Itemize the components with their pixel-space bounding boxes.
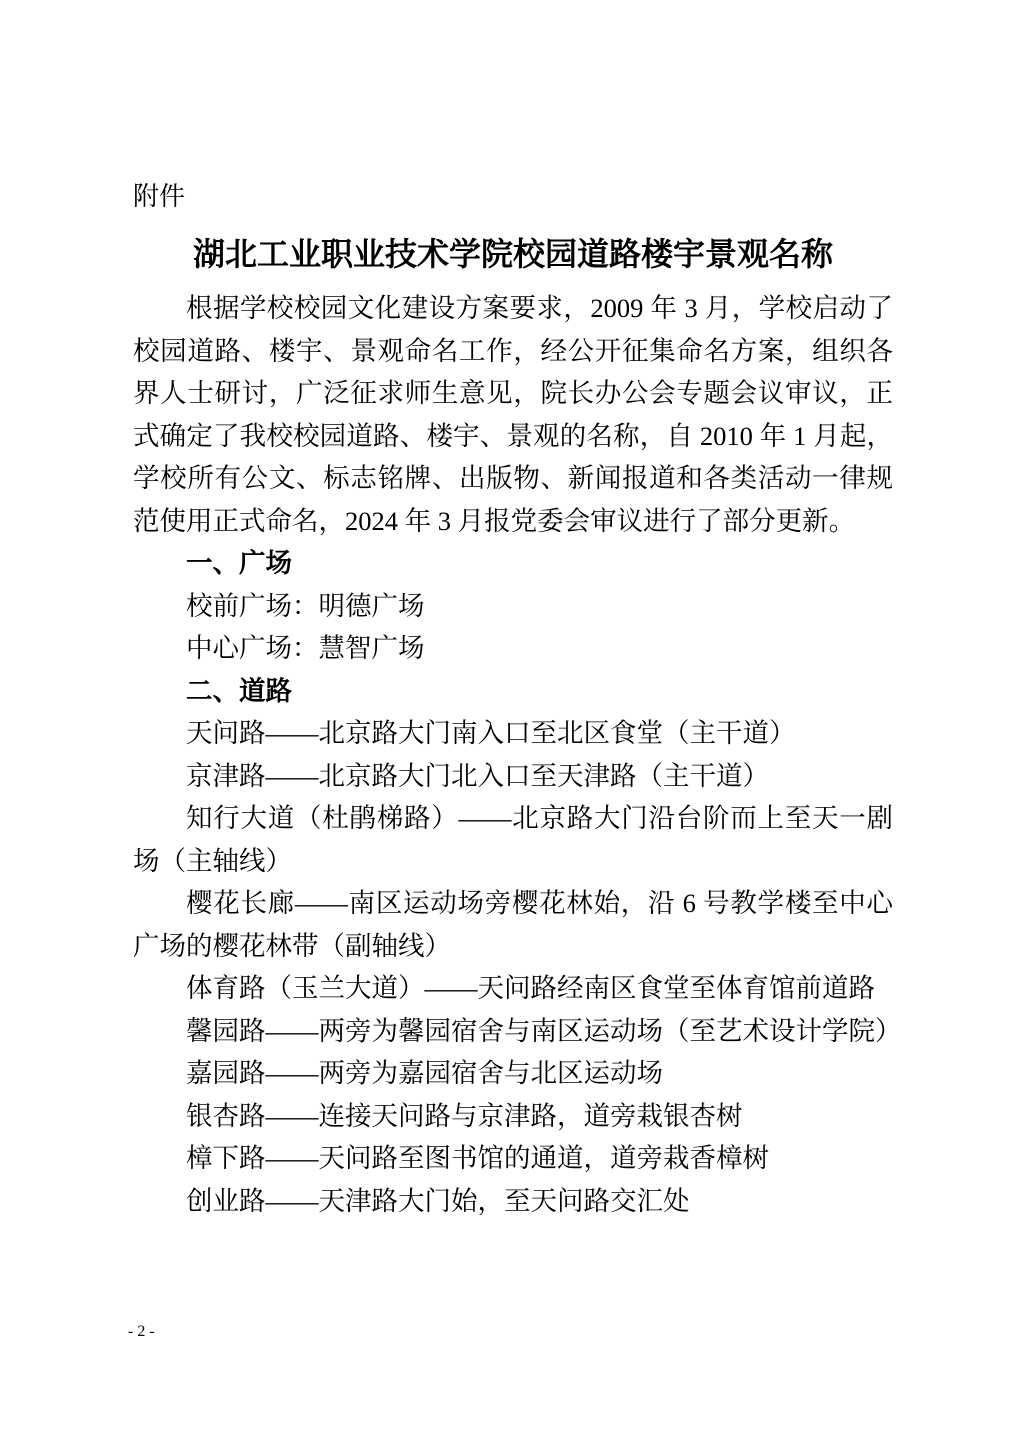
list-item: 知行大道（杜鹃梯路）——北京路大门沿台阶而上至天一剧场（主轴线） (133, 803, 893, 876)
attachment-label: 附件 (133, 181, 186, 211)
list-item: 天问路——北京路大门南入口至北区食堂（主干道） (186, 718, 796, 748)
document-title: 湖北工业职业技术学院校园道路楼宇景观名称 (192, 236, 833, 272)
list-item: 中心广场：慧智广场 (186, 633, 425, 663)
document-body (133, 181, 902, 1222)
list-item: 校前广场：明德广场 (186, 590, 425, 621)
sections-container (133, 542, 902, 1222)
list-item: 樟下路——天问路至图书馆的通道，道旁栽香樟树 (186, 1143, 769, 1173)
list-item: 银杏路——连接天问路与京津路，道旁栽银杏树 (186, 1100, 743, 1131)
intro-paragraph: 根据学校校园文化建设方案要求，2009 年 3 月，学校启动了校园道路、楼宇、景观命名工作，经公开征集命名方案，组织各界人士研讨，广泛征求师生意见，院长办公会专题会议审议，正式确定了我校校园道路、楼宇、景观的名称，自 2010 年 1 月起，学校所有公文、标志铭牌、出版物、新闻报道和各类活动一律规范使用正式命名，2024 年 3 月报党委会审议进行了部分更新。 (133, 293, 893, 536)
section-heading: 一、广场 (186, 548, 292, 578)
list-item: 创业路——天津路大门始，至天问路交汇处 (186, 1185, 690, 1216)
section-heading: 二、道路 (186, 675, 292, 706)
list-item: 嘉园路——两旁为嘉园宿舍与北区运动场 (186, 1058, 663, 1088)
list-item: 体育路（玉兰大道）——天问路经南区食堂至体育馆前道路 (186, 973, 875, 1003)
list-item: 樱花长廊——南区运动场旁樱花林始，沿 6 号教学楼至中心广场的樱花林带（副轴线） (133, 888, 893, 961)
list-item: 馨园路——两旁为馨园宿舍与南区运动场（至艺术设计学院） (186, 1015, 902, 1046)
page-number: - 2 - (128, 1323, 155, 1340)
list-item: 京津路——北京路大门北入口至天津路（主干道） (186, 760, 769, 791)
